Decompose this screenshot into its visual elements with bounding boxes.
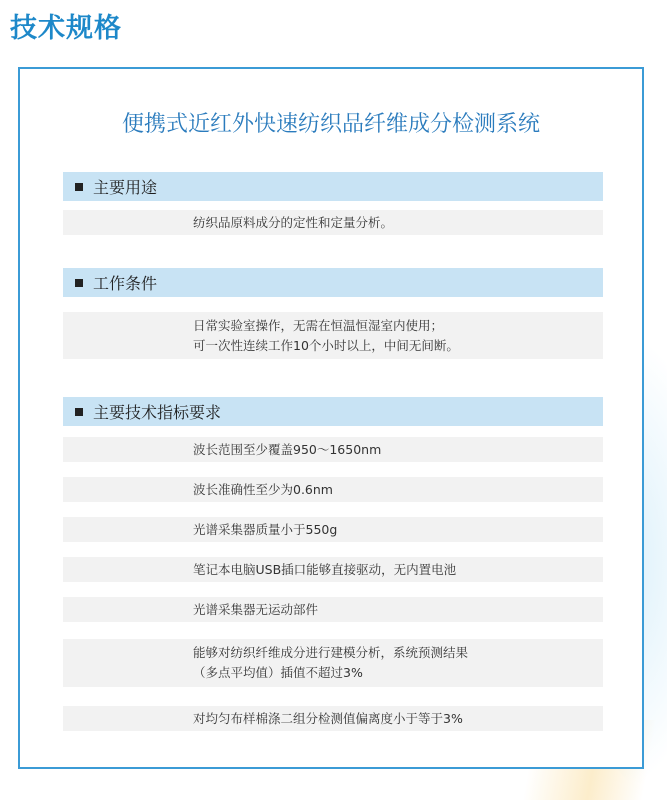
square-bullet-icon [75,408,83,416]
section-label: 主要技术指标要求 [93,403,222,422]
spec-row [63,639,603,687]
section-label: 工作条件 [93,274,158,293]
square-bullet-icon [75,279,83,287]
spec-text-line: 能够对纺织纤维成分进行建模分析，系统预测结果 [193,645,469,660]
spec-row [63,517,603,542]
document-title: 便携式近红外快速纺织品纤维成分检测系统 [121,112,540,137]
spec-text: 对均匀布样棉涤二组分检测值偏离度小于等于3% [193,710,463,726]
spec-frame [18,67,644,769]
section-header-working-conditions [63,268,603,297]
page-heading: 技术规格 [10,13,122,44]
spec-row [63,706,603,731]
spec-text: 笔记本电脑USB插口能够直接驱动，无内置电池 [193,561,457,577]
section-header-tech-specs [63,397,603,426]
spec-row [63,557,603,582]
spec-row [63,210,603,235]
spec-text: 光谱采集器质量小于550g [193,521,338,537]
spec-text-line: （多点平均值）插值不超过3% [193,665,363,680]
spec-text-line: 可一次性连续工作10个小时以上，中间无间断。 [193,337,459,353]
square-bullet-icon [75,183,83,191]
spec-text: 波长范围至少覆盖950～1650nm [193,441,382,457]
section-label: 主要用途 [93,178,158,197]
spec-text: 纺织品原料成分的定性和定量分析。 [193,214,394,230]
section-header-main-use [63,172,603,201]
spec-row [63,597,603,622]
spec-row [63,312,603,359]
spec-text-line: 日常实验室操作，无需在恒温恒湿室内使用； [193,317,444,333]
spec-row [63,437,603,462]
spec-text: 光谱采集器无运动部件 [193,601,319,617]
spec-row [63,477,603,502]
spec-text: 波长准确性至少为0.6nm [193,481,333,497]
